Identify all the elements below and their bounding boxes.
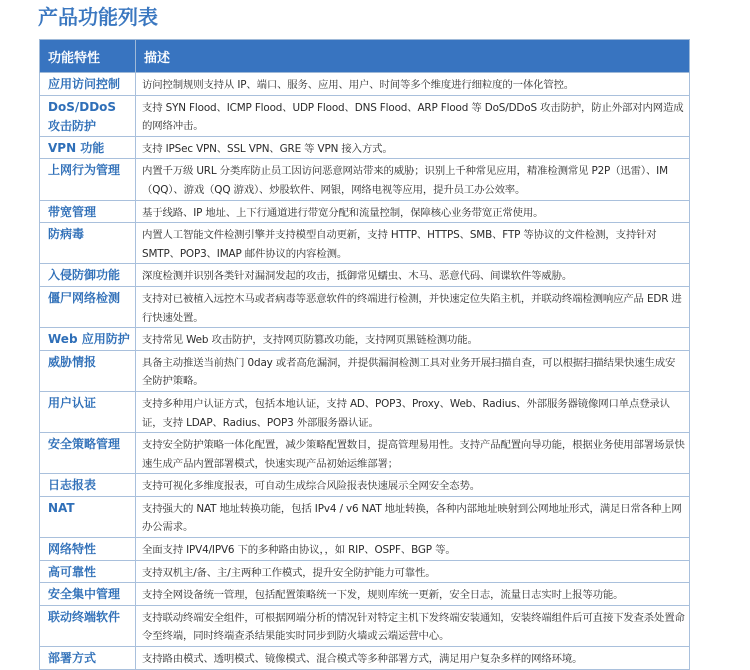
feature-name: 防病毒 <box>40 223 136 264</box>
feature-description: 支持常见 Web 攻击防护，支持网页防篡改功能，支持网页黑链检测功能。 <box>136 328 690 351</box>
feature-description: 具备主动推送当前热门 0day 或者高危漏洞，并提供漏洞检测工具对业务开展扫描自查，可以根据扫描结果快速生成安全防护策略。 <box>136 350 690 391</box>
feature-description: 支持路由模式、透明模式、镜像模式、混合模式等多种部署方式，满足用户复杂多样的网络环境。 <box>136 647 690 670</box>
feature-description: 支持多种用户认证方式，包括本地认证，支持 AD、POP3、Proxy、Web、Radius、外部服务器镜像网口单点登录认证，支持 LDAP、Radius、POP3 外部服务器认证。 <box>136 391 690 432</box>
feature-name: NAT <box>40 496 136 537</box>
table-header-row <box>40 40 690 73</box>
table-row <box>40 538 690 561</box>
feature-name: 高可靠性 <box>40 560 136 583</box>
feature-description: 支持双机主/备、主/主两种工作模式，提升安全防护能力可靠性。 <box>136 560 690 583</box>
table-row <box>40 328 690 351</box>
feature-description: 内置千万级 URL 分类库防止员工因访问恶意网站带来的威胁；识别上千种常见应用，精准检测常见 P2P（迅雷）、IM（QQ）、游戏（QQ 游戏）、炒股软件、网银，网络电视等应用，提升员工办公效率。 <box>136 159 690 200</box>
feature-name: 日志报表 <box>40 474 136 497</box>
feature-description: 支持 SYN Flood、ICMP Flood、UDP Flood、DNS Flood、ARP Flood 等 DoS/DDoS 攻击防护，防止外部对内网造成的网络冲击。 <box>136 95 690 136</box>
feature-name: 威胁情报 <box>40 350 136 391</box>
table-row <box>40 159 690 200</box>
feature-description: 支持 IPSec VPN、SSL VPN、GRE 等 VPN 接入方式。 <box>136 136 690 159</box>
feature-description: 支持强大的 NAT 地址转换功能，包括 IPv4 / v6 NAT 地址转换，各种内部地址映射到公网地址形式，满足日常各种上网办公需求。 <box>136 496 690 537</box>
table-row <box>40 647 690 670</box>
feature-description: 内置人工智能文件检测引擎并支持模型自动更新，支持 HTTP、HTTPS、SMB、FTP 等协议的文件检测，支持针对 SMTP、POP3、IMAP 邮件协议的内容检测。 <box>136 223 690 264</box>
table-row <box>40 433 690 474</box>
header-description: 描述 <box>136 40 690 73</box>
feature-description: 支持安全防护策略一体化配置，减少策略配置数目，提高管理易用性。支持产品配置向导功能，根据业务使用部署场景快速生成产品内置部署模式，快速实现产品初始运维部署； <box>136 433 690 474</box>
feature-name: 用户认证 <box>40 391 136 432</box>
feature-description: 支持可视化多维度报表，可自动生成综合风险报表快速展示全网安全态势。 <box>136 474 690 497</box>
feature-table <box>39 39 690 670</box>
table-row <box>40 264 690 287</box>
feature-name: VPN 功能 <box>40 136 136 159</box>
feature-description: 支持联动终端安全组件，可根据网端分析的情况针对特定主机下发终端安装通知，安装终端组件后可直接下发查杀处置命令至终端，同时终端查杀结果能实时同步到防火墙或云端运营中心。 <box>136 605 690 646</box>
feature-name: Web 应用防护 <box>40 328 136 351</box>
table-row <box>40 560 690 583</box>
feature-description: 深度检测并识别各类针对漏洞发起的攻击，抵御常见蠕虫、木马、恶意代码、间谍软件等威胁。 <box>136 264 690 287</box>
feature-name: 联动终端软件 <box>40 605 136 646</box>
table-row <box>40 73 690 96</box>
feature-name: 安全策略管理 <box>40 433 136 474</box>
table-row <box>40 350 690 391</box>
feature-name: 部署方式 <box>40 647 136 670</box>
table-row <box>40 391 690 432</box>
table-row <box>40 286 690 327</box>
feature-name: 应用访问控制 <box>40 73 136 96</box>
table-row <box>40 474 690 497</box>
feature-name: DoS/DDoS 攻击防护 <box>40 95 136 136</box>
table-row <box>40 223 690 264</box>
table-row <box>40 200 690 223</box>
feature-description: 访问控制规则支持从 IP、端口、服务、应用、用户、时间等多个维度进行细粒度的一体化管控。 <box>136 73 690 96</box>
table-row <box>40 583 690 606</box>
table-row <box>40 605 690 646</box>
feature-name: 安全集中管理 <box>40 583 136 606</box>
table-row <box>40 496 690 537</box>
feature-description: 支持全网设备统一管理，包括配置策略统一下发，规则库统一更新，安全日志，流量日志实时上报等功能。 <box>136 583 690 606</box>
feature-name: 僵尸网络检测 <box>40 286 136 327</box>
table-row <box>40 95 690 136</box>
feature-description: 基于线路、IP 地址、上下行通道进行带宽分配和流量控制，保障核心业务带宽正常使用。 <box>136 200 690 223</box>
header-feature: 功能特性 <box>40 40 136 73</box>
feature-name: 上网行为管理 <box>40 159 136 200</box>
page-title: 产品功能列表 <box>38 5 158 29</box>
table-row <box>40 136 690 159</box>
feature-name: 带宽管理 <box>40 200 136 223</box>
feature-description: 支持对已被植入远控木马或者病毒等恶意软件的终端进行检测，并快速定位失陷主机，并联动终端检测响应产品 EDR 进行快速处置。 <box>136 286 690 327</box>
feature-name: 入侵防御功能 <box>40 264 136 287</box>
feature-name: 网络特性 <box>40 538 136 561</box>
feature-description: 全面支持 IPV4/IPV6 下的多种路由协议，，如 RIP、OSPF、BGP 等。 <box>136 538 690 561</box>
